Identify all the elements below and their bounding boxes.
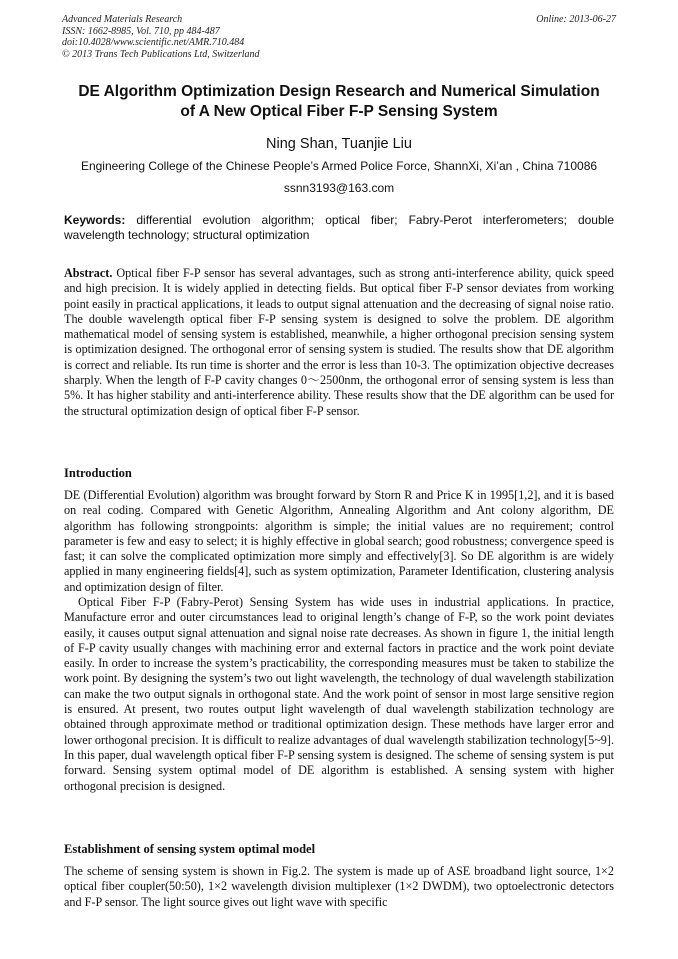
keywords-label: Keywords: bbox=[64, 213, 126, 227]
doi-line[interactable]: doi:10.4028/www.scientific.net/AMR.710.484 bbox=[62, 37, 245, 48]
introduction-paragraph-1: DE (Differential Evolution) algorithm was brought forward by Storn R and Price K in 1995[1,2], and it is based on real coding. Compared with Genetic Algorithm, Annealing Algorithm and Ant colony algorithm, DE algorithm has following strongpoints: algorithm is simple; the initial values are no requirement; control parameter is few and easy to select; it is highly effective in global search; good robustness; convergence speed is fast; it can solve the complicated optimization more simply and effectively[3]. So DE algorithm is are widely applied in many engineering fields[4], such as system optimization, Parameter Identification, clustering analysis and optimization design of filter. bbox=[64, 488, 614, 594]
title-line-1: DE Algorithm Optimization Design Research and Numerical Simulation bbox=[78, 83, 600, 100]
copyright-line: © 2013 Trans Tech Publications Ltd, Switzerland bbox=[62, 48, 260, 60]
abstract-text: Optical fiber F-P sensor has several advantages, such as strong anti-interference ability, quick speed and high precision. It is widely applied in detecting fields. But optical fiber F-P sensor deviates from working point easily in practical applications, it leads to output signal attenuation and the decreasing of signal noise ratio. The double wavelength optical fiber F-P sensing system is designed to solve the problem. DE algorithm mathematical model of sensing system is established, meanwhile, a higher orthogonal precision sensing system is optimization designed. The orthogonal error of sensing system is studied. The results show that DE algorithm is correct and reliable. Its run time is shorter and the error is less than 10-3. The optimization objective decreases sharply. When the length of F-P cavity changes 0～2500nm, the orthogonal error of sensing system is less than 5%. It has higher stability and anti-interference ability. These results show that the DE algorithm can be used for the structural optimization design of optical fiber F-P sensor. bbox=[64, 266, 614, 418]
journal-header bbox=[62, 14, 616, 60]
establishment-heading: Establishment of sensing system optimal model bbox=[64, 842, 316, 856]
author-email[interactable]: ssnn3193@163.com bbox=[283, 181, 395, 195]
journal-name: Advanced Materials Research bbox=[62, 14, 183, 25]
author-list: Ning Shan, Tuanjie Liu bbox=[266, 136, 412, 152]
keywords-text: differential evolution algorithm; optical fiber; Fabry-Perot interferometers; double wavelength technology; structural optimization bbox=[64, 213, 614, 242]
abstract-label: Abstract. bbox=[64, 266, 113, 280]
introduction-paragraph-2: Optical Fiber F-P (Fabry-Perot) Sensing System has wide uses in industrial applications. In practice, Manufacture error and outer circumstances lead to original length’s change of F-P, so the work point deviates easily, it causes output signal attenuation and signal noise rate decreases. As shown in figure 1, the initial length of F-P cavity usually changes with machining error and external factors in practice and the work point deviate easily. In order to increase the system’s practicability, the corresponding measures must be taken to stabilize the work point. By designing the system’s two out light wavelength, the technology of dual wavelength stabilization can make the two output signals in orthogonal state. And the work point of sensor in most large sensitive region is ensured. At present, two routes output light wavelength of dual wavelength stabilization technology are obtained through approximate method or traditional optimization design. These methods have larger error and lower orthogonal precision. It is difficult to realize advantages of dual wavelength stabilization technology[5~9]. In this paper, dual wavelength optical fiber F-P sensing system is designed. The scheme of sensing system is put forward. Sensing system optimal model of DE algorithm is established. A sensing system with higher orthogonal precision is designed. bbox=[64, 595, 614, 793]
establishment-paragraph-1: The scheme of sensing system is shown in Fig.2. The system is made up of ASE broadband light source, 1×2 optical fiber coupler(50:50), 1×2 wavelength division multiplexer (1×2 DWDM), two optoelectronic detectors and F-P sensor. The light source gives out light wave with specific bbox=[64, 864, 614, 909]
affiliation: Engineering College of the Chinese People’s Armed Police Force, ShannXi, Xi’an , China 710086 bbox=[80, 159, 598, 173]
abstract bbox=[64, 266, 614, 419]
title-line-2: of A New Optical Fiber F-P Sensing System bbox=[180, 103, 498, 120]
introduction-heading: Introduction bbox=[64, 466, 132, 480]
issn-line: ISSN: 1662-8985, Vol. 710, pp 484-487 bbox=[62, 25, 220, 37]
paper-title bbox=[40, 82, 638, 122]
online-date: Online: 2013-06-27 bbox=[536, 14, 616, 25]
keywords bbox=[64, 213, 614, 242]
